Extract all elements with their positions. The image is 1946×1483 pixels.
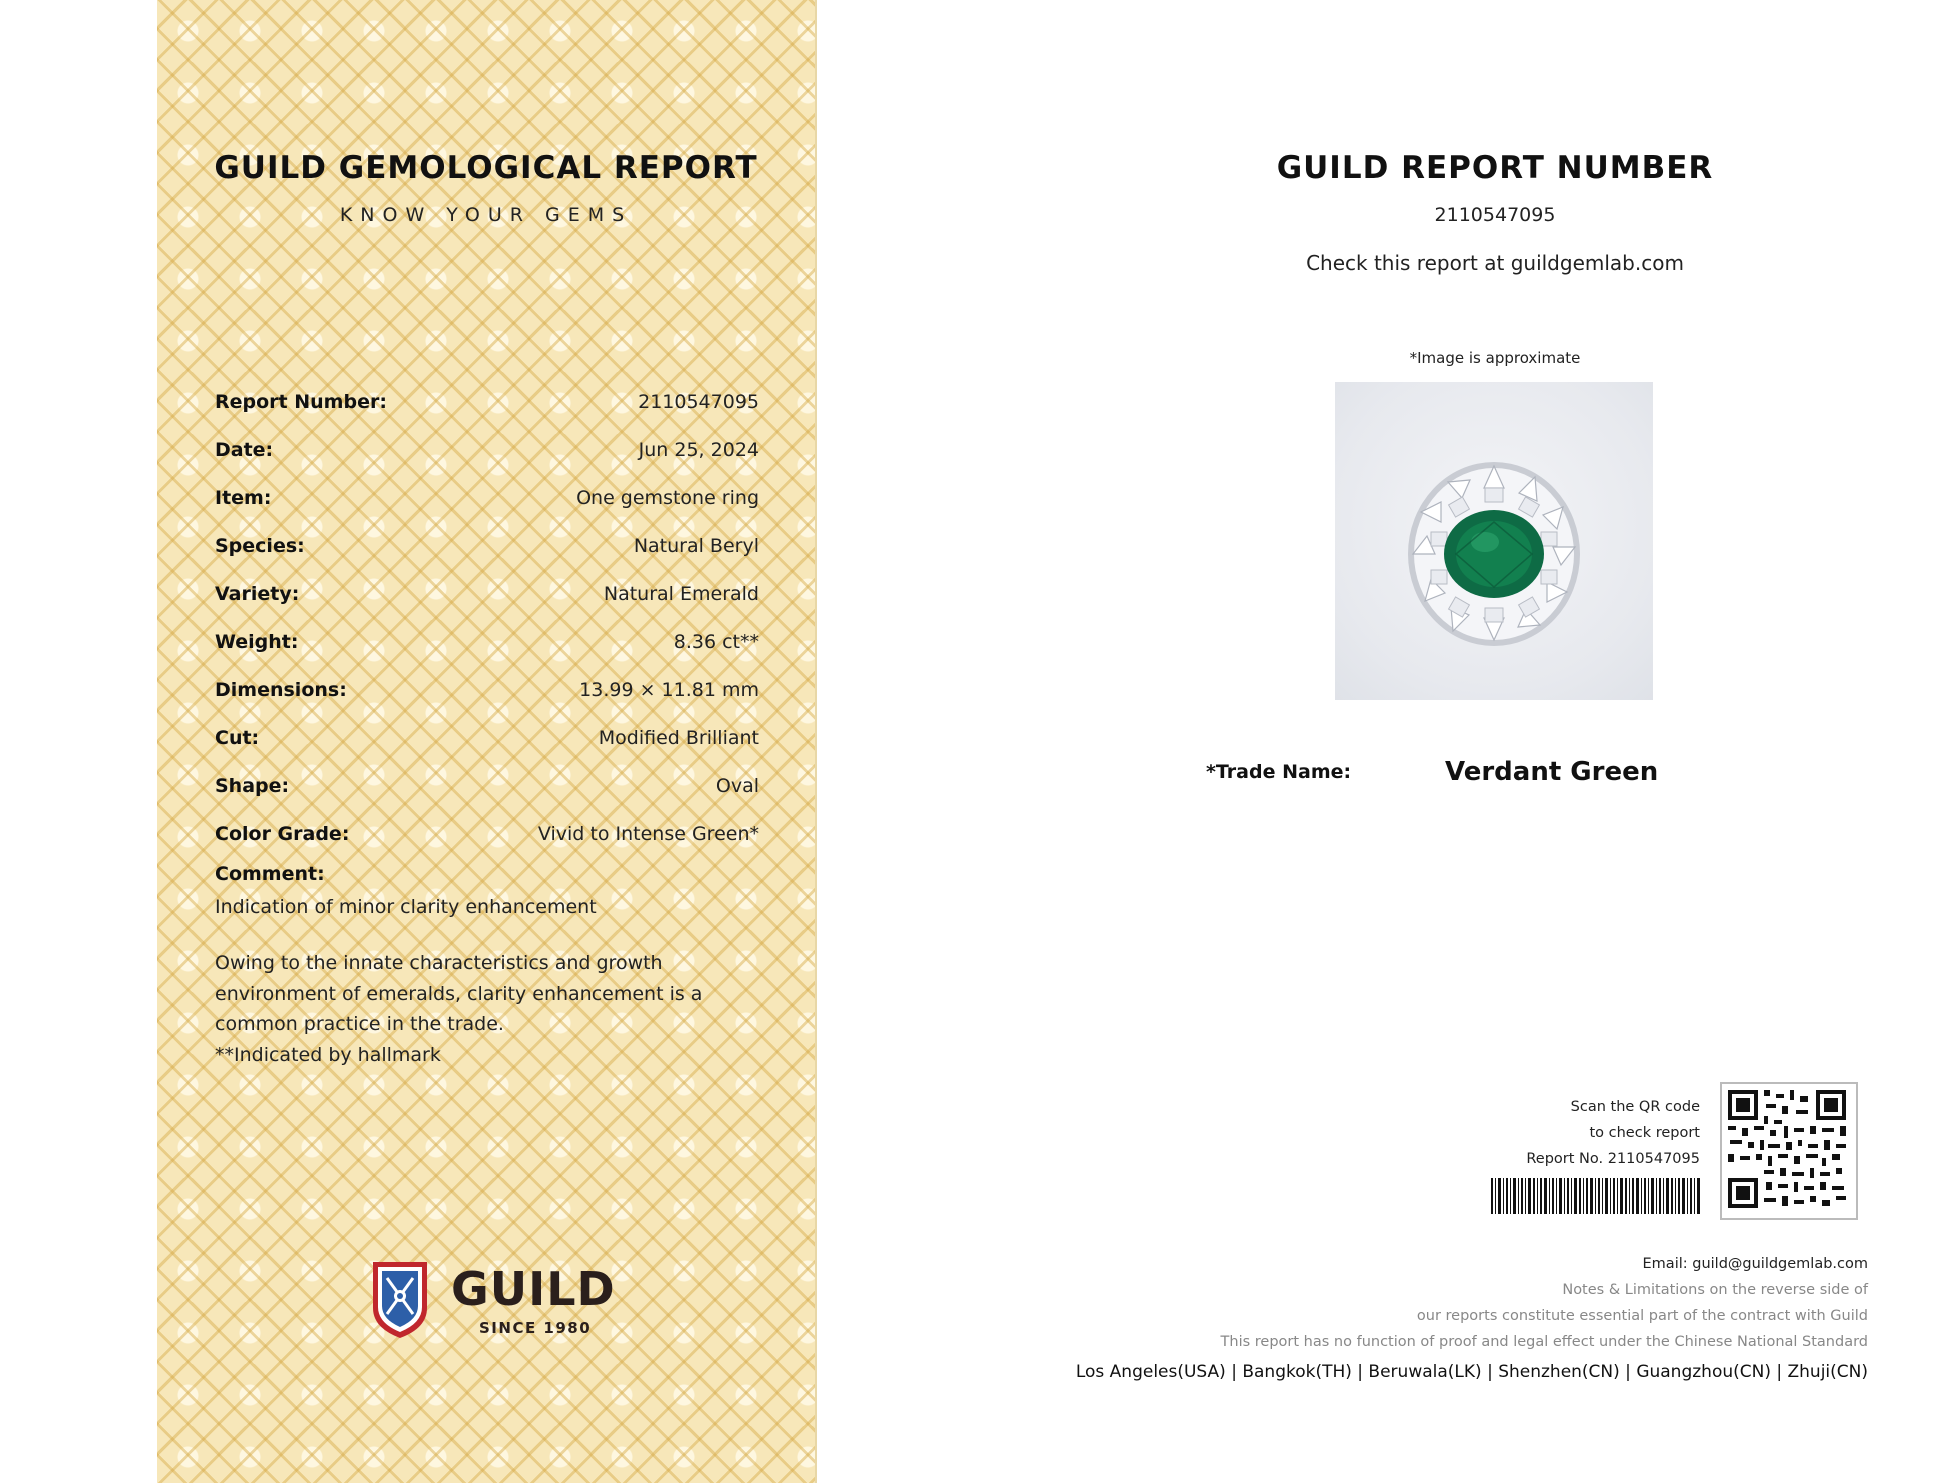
trade-name-label: *Trade Name:: [1206, 761, 1352, 783]
shield-icon: [369, 1256, 431, 1340]
footer-note: Notes & Limitations on the reverse side of: [1562, 1282, 1868, 1298]
lab-locations: Los Angeles(USA) | Bangkok(TH) | Beruwala(LK) | Shenzhen(CN) | Guangzhou(CN) | Zhuji(CN): [1075, 1362, 1868, 1382]
note-line: common practice in the trade.: [215, 1013, 504, 1035]
trade-name-value: Verdant Green: [1445, 757, 1659, 787]
field-label: Shape:: [215, 775, 290, 797]
qr-report-number: Report No. 2110547095: [1526, 1151, 1700, 1167]
field-weight: [215, 618, 759, 666]
contact-email[interactable]: Email: guild@guildgemlab.com: [1642, 1256, 1868, 1272]
image-note: *Image is approximate: [1409, 349, 1581, 367]
field-value: 2110547095: [638, 391, 759, 413]
emerald-ring-icon: [1335, 382, 1653, 700]
field-label: Report Number:: [215, 391, 387, 413]
qr-instruction: to check report: [1589, 1125, 1700, 1141]
field-label: Date:: [215, 439, 274, 461]
report-title: GUILD GEMOLOGICAL REPORT: [214, 150, 758, 186]
field-value: 8.36 ct**: [673, 631, 759, 653]
ring-photo: [1335, 382, 1653, 700]
field-value: Natural Emerald: [603, 583, 759, 605]
field-value: Oval: [715, 775, 759, 797]
field-variety: [215, 570, 759, 618]
report-number-title: GUILD REPORT NUMBER: [1276, 150, 1714, 186]
note-line: Owing to the innate characteristics and growth: [215, 952, 663, 974]
report-fields: [215, 378, 759, 1070]
report-subtitle: KNOW YOUR GEMS: [339, 204, 633, 226]
qr-instruction: Scan the QR code: [1570, 1099, 1700, 1115]
field-shape: [215, 762, 759, 810]
qr-code-icon: [1722, 1084, 1852, 1214]
field-label: Color Grade:: [215, 823, 350, 845]
note-line: environment of emeralds, clarity enhancement is a: [215, 982, 703, 1005]
enhancement-note: [215, 948, 735, 1070]
field-value: One gemstone ring: [576, 487, 759, 509]
certificate-panel: [157, 0, 817, 1483]
field-item: [215, 474, 759, 522]
field-date: [215, 426, 759, 474]
field-value: 13.99 × 11.81 mm: [579, 679, 759, 701]
field-value: Modified Brilliant: [598, 727, 759, 749]
comment-text: Indication of minor clarity enhancement: [215, 896, 597, 918]
field-label: Weight:: [215, 631, 299, 653]
field-cut: [215, 714, 759, 762]
qr-code[interactable]: [1720, 1082, 1858, 1220]
field-label: Item:: [215, 487, 272, 509]
verify-link-text[interactable]: Check this report at guildgemlab.com: [1306, 251, 1684, 275]
field-label: Dimensions:: [215, 679, 347, 701]
field-value: Jun 25, 2024: [638, 439, 759, 461]
logo-since: SINCE 1980: [479, 1319, 592, 1337]
comment-label: Comment:: [215, 863, 325, 885]
field-report-number: [215, 378, 759, 426]
field-label: Species:: [215, 535, 305, 557]
field-value: Natural Beryl: [633, 535, 759, 557]
field-label: Cut:: [215, 727, 260, 749]
footer-note: our reports constitute essential part of the contract with Guild: [1416, 1308, 1868, 1324]
footer-note: This report has no function of proof and legal effect under the Chinese National Standard: [1220, 1334, 1868, 1350]
field-dimensions: [215, 666, 759, 714]
field-species: [215, 522, 759, 570]
field-label: Variety:: [215, 583, 300, 605]
report-number: 2110547095: [1434, 204, 1556, 226]
field-value: Vivid to Intense Green*: [537, 823, 759, 845]
guild-logo: [369, 1256, 619, 1346]
field-color-grade: [215, 810, 759, 858]
barcode-icon: [1491, 1178, 1701, 1214]
note-line: **Indicated by hallmark: [215, 1043, 441, 1066]
logo-wordmark: GUILD: [451, 1262, 616, 1316]
